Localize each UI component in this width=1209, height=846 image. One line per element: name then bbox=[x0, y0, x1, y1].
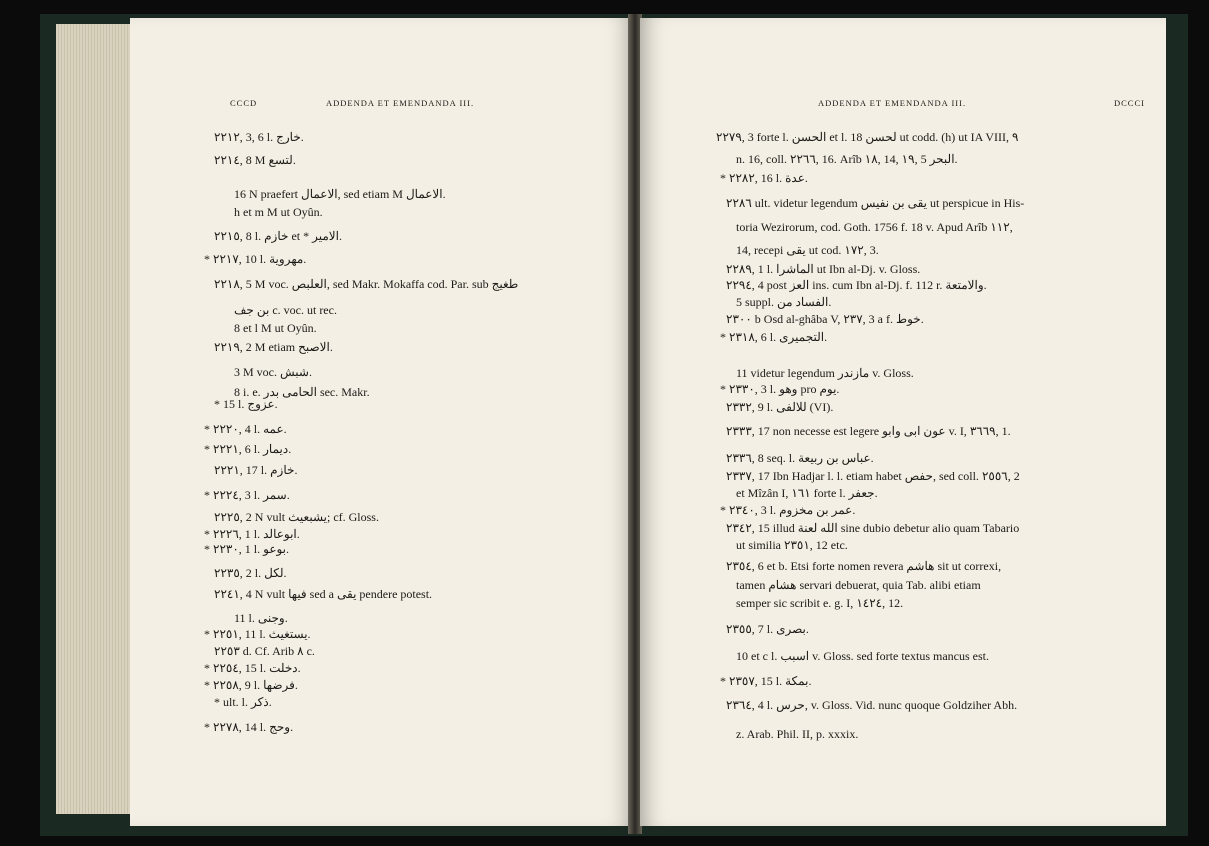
left-text-line: ٢٢١٨, 5 M voc. العلبص, sed Makr. Mokaffa cod. Par. sub طغيج bbox=[214, 277, 519, 291]
right-text-line: * ٢٣٤٠, 3 l. عمر بن مخزوم. bbox=[720, 503, 856, 517]
left-text-line: * ٢٢٣٠, 1 l. بوعو. bbox=[204, 542, 290, 556]
right-page bbox=[640, 18, 1166, 826]
right-text-line: ٢٢٧٩, 3 forte l. الحسن et l. 18 لحسن ut codd. (h) ut IA VIII, ٩ bbox=[716, 130, 1019, 144]
right-text-line: 10 et c l. اسبب v. Gloss. sed forte textus mancus est. bbox=[736, 649, 989, 663]
left-text-line: ٢٢٢١, 17 l. خازم. bbox=[214, 463, 298, 477]
right-text-line: ٢٣٥٥, 7 l. بصرى. bbox=[726, 622, 809, 636]
left-text-line: 16 N praefert الاعمال, sed etiam M الاعمال. bbox=[234, 187, 446, 201]
left-text-line: 11 l. وجنى. bbox=[234, 611, 288, 625]
right-text-line: * ٢٢٨٢, 16 l. عدة. bbox=[720, 171, 808, 185]
running-header-right: ADDENDA ET EMENDANDA III. bbox=[818, 98, 967, 108]
right-text-line: 11 videtur legendum مازندر v. Gloss. bbox=[736, 366, 914, 380]
left-text-line: ٢٢٤١, 4 N vult فيها sed a يقى pendere potest. bbox=[214, 587, 433, 601]
left-text-line: 8 et l M ut Oyûn. bbox=[234, 321, 317, 335]
running-header-left: ADDENDA ET EMENDANDA III. bbox=[326, 98, 475, 108]
right-text-line: toria Wezirorum, cod. Goth. 1756 f. 18 v. Apud Arîb ١١٢, bbox=[736, 220, 1013, 234]
left-text-line: * ٢٢١٧, 10 l. مهروية. bbox=[204, 252, 307, 266]
left-text-line: * ٢٢٢٦, 1 l. ابوعالد. bbox=[204, 527, 300, 541]
left-text-line: ٢٢١٩, 2 M etiam الاصبح. bbox=[214, 340, 333, 354]
left-text-line: ٢٢١٤, 8 M لتسع. bbox=[214, 153, 296, 167]
left-text-line: * ٢٢٥٤, 15 l. دخلت. bbox=[204, 661, 301, 675]
right-text-line: * ٢٣١٨, 6 l. التجميرى. bbox=[720, 330, 828, 344]
right-text-line: * ٢٣٥٧, 15 l. بمكة. bbox=[720, 674, 812, 688]
right-text-line: ut similia ٢٣٥١, 12 etc. bbox=[736, 538, 848, 552]
left-text-line: ٢٢٢٥, 2 N vult يشبعيث; cf. Gloss. bbox=[214, 510, 379, 524]
left-text-line: * ٢٢٢١, 6 l. ديمار. bbox=[204, 442, 292, 456]
left-text-line: * ٢٢٢٤, 3 l. سمر. bbox=[204, 488, 290, 502]
right-text-line: ٢٣٠٠ b Osd al-ghâba V, ٢٣٧, 3 a f. خوط. bbox=[726, 312, 924, 326]
left-text-line: * ٢٢٥١, 11 l. يستغيث. bbox=[204, 627, 311, 641]
right-text-line: z. Arab. Phil. II, p. xxxix. bbox=[736, 727, 859, 741]
left-page bbox=[130, 18, 633, 826]
page-number-left: CCCD bbox=[230, 98, 258, 108]
left-text-line: * 15 l. عزوج. bbox=[214, 397, 278, 411]
left-text-line: ٢٢٣٥, 2 l. لكل. bbox=[214, 566, 287, 580]
left-text-line: 3 M voc. شبش. bbox=[234, 365, 312, 379]
right-text-line: ٢٢٨٦ ult. videtur legendum يقى بن نفيس ut perspicue in His- bbox=[726, 196, 1025, 210]
left-text-line: ٢٢١٥, 8 l. خازم et * الامير. bbox=[214, 229, 342, 243]
right-text-line: 14, recepi يقى ut cod. ١٧٢, 3. bbox=[736, 243, 879, 257]
right-text-line: ٢٢٨٩, 1 l. الماشرا ut Ibn al-Dj. v. Gloss. bbox=[726, 262, 921, 276]
left-text-line: * ٢٢٥٨, 9 l. فرضها. bbox=[204, 678, 298, 692]
right-text-line: ٢٣٣٦, 8 seq. l. عباس بن ربيعة. bbox=[726, 451, 874, 465]
left-text-line: * ult. l. ذكر. bbox=[214, 695, 272, 709]
right-text-line: ٢٣٣٢, 9 l. للالفى (VI). bbox=[726, 400, 834, 414]
right-text-line: et Mîzân I, ١٦١ forte l. جعفر. bbox=[736, 486, 878, 500]
left-text-line: h et m M ut Oyûn. bbox=[234, 205, 323, 219]
left-text-line: ٢٢١٢, 3, 6 l. خارج. bbox=[214, 130, 304, 144]
right-text-line: ٢٣٣٧, 17 Ibn Hadjar l. l. etiam habet حفص, sed coll. ٢٥٥٦, 2 bbox=[726, 469, 1020, 483]
left-text-line: ٢٢٥٣ d. Cf. Arib ٨ c. bbox=[214, 644, 315, 658]
right-text-line: tamen هشام servari debuerat, quia Tab. alibi etiam bbox=[736, 578, 981, 592]
page-edges bbox=[56, 24, 136, 814]
right-text-line: ٢٣٣٣, 17 non necesse est legere عون ابى وابو v. I, ٣٦٦٩, 1. bbox=[726, 424, 1011, 438]
left-text-line: بن جف c. voc. ut rec. bbox=[234, 303, 337, 317]
page-number-right: DCCCI bbox=[1114, 98, 1145, 108]
right-text-line: semper sic scribit e. g. I, ١٤٢٤, 12. bbox=[736, 596, 904, 610]
right-text-line: 5 suppl. الفساد من. bbox=[736, 295, 832, 309]
right-text-line: * ٢٣٣٠, 3 l. وهو pro يوم. bbox=[720, 382, 840, 396]
left-text-line: * ٢٢٢٠, 4 l. عمه. bbox=[204, 422, 287, 436]
right-text-line: ٢٣٤٢, 15 illud الله لعنة sine dubio debetur alio quam Tabario bbox=[726, 521, 1020, 535]
right-text-line: ٢٣٥٤, 6 et b. Etsi forte nomen revera هاشم sit ut correxi, bbox=[726, 559, 1002, 573]
right-text-line: ٢٣٦٤, 4 l. حرس, v. Gloss. Vid. nunc quoque Goldziher Abh. bbox=[726, 698, 1018, 712]
left-text-line: * ٢٢٧٨, 14 l. وحج. bbox=[204, 720, 294, 734]
right-text-line: n. 16, coll. ٢٢٦٦, 16. Arîb ١٨, 14, ١٩, 5 البحر. bbox=[736, 152, 958, 166]
right-text-line: ٢٢٩٤, 4 post العز ins. cum Ibn al-Dj. f. 112 r. والامتعة. bbox=[726, 278, 987, 292]
left-text-line: 8 i. e. الحامى بدر sec. Makr. bbox=[234, 385, 370, 399]
